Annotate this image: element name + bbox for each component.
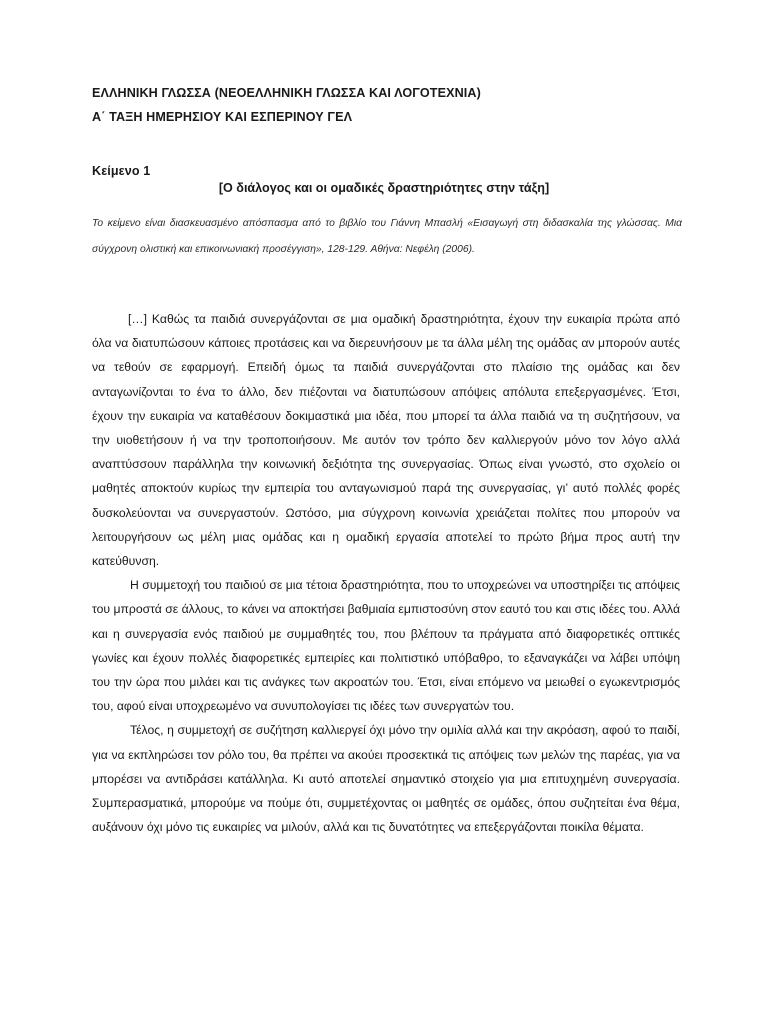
paragraph-2: Η συμμετοχή του παιδιού σε μια τέτοια δραστηριότητα, που το υποχρεώνει να υποστηρίξει τις απόψεις του μπροστά σε άλλους, το κάνει να αποκτήσει βαθμιαία εμπιστοσύνη στον εαυτό του και στις ιδέες του. Αλλά και η συνεργασία ενός παιδιού με συμμαθητές του, που βλέπουν τα πράγματα από διαφορετικές οπτικές γωνίες και έχουν πολλές διαφορετικές εμπειρίες και πολιτιστικό υπόβαθρο, το εξαναγκάζει να λάβει υπόψη του την ώρα που μιλάει και τις ανάγκες των ακροατών του. Έτσι, είναι επόμενο να μειωθεί ο εγωκεντρισμός του, αφού είναι υποχρεωμένο να συνυπολογίσει τις ιδέες των συνεργατών του. (92, 578, 680, 714)
paragraph-3: Τέλος, η συμμετοχή σε συζήτηση καλλιεργεί όχι μόνο την ομιλία αλλά και την ακρόαση, αφού το παιδί, για να εκπληρώσει τον ρόλο του, θα πρέπει να ακούει προσεκτικά τις απόψεις των μελών της παρέας, για να μπορέσει να αντιδράσει κατάλληλα. Κι αυτό αποτελεί σημαντικό στοιχείο για μια επιτυχημένη συνεργασία. Συμπερασματικά, μπορούμε να πούμε ότι, συμμετέχοντας οι μαθητές σε ομάδες, όπου συζητείται ένα θέμα, αυξάνουν όχι μόνο τις ευκαιρίες να μιλούν, αλλά και τις δυνατότητες να επεξεργάζονται ποικίλα θέματα. (92, 723, 680, 835)
text-label: Κείμενο 1 (92, 164, 151, 178)
paragraph-1: […] Καθώς τα παιδιά συνεργάζονται σε μια ομαδική δραστηριότητα, έχουν την ευκαιρία πρώτα από όλα να διατυπώσουν κάποιες προτάσεις και να διερευνήσουν με τα άλλα μέλη της ομάδας αν μπορούν αυτές να τεθούν σε εφαρμογή. Επειδή όμως τα παιδιά συνεργάζονται στο πλαίσιο της ομάδας και δεν ανταγωνίζονται το ένα το άλλο, δεν πιέζονται να διατυπώσουν απόψεις απόλυτα επεξεργασμένες. Έτσι, έχουν την ευκαιρία να καταθέσουν δοκιμαστικά μια ιδέα, που μπορεί τα άλλα παιδιά να τη συζητήσουν, να την υιοθετήσουν ή να την τροποποιήσουν. Με αυτόν τον τρόπο δεν καλλιεργούν μόνο τον λόγο αλλά αναπτύσσουν παράλληλα την κοινωνική δεξιότητα της συνεργασίας. Όπως είναι γνωστό, στο σχολείο οι μαθητές αποκτούν κυρίως την εμπειρία του ανταγωνισμού παρά της συνεργασίας, γι’ αυτό πολλές φορές δυσκολεύονται να συνεργαστούν. Ωστόσο, μια σύγχρονη κοινωνία χρειάζεται πολίτες που μπορούν να λειτουργήσουν ως μέλη μιας ομάδας και η ομαδική εργασία αποτελεί το πρώτο βήμα προς αυτή την κατεύθυνση. (92, 312, 680, 569)
subject-heading: ΕΛΛΗΝΙΚΗ ΓΛΩΣΣΑ (ΝΕΟΕΛΛΗΝΙΚΗ ΓΛΩΣΣΑ ΚΑΙ ΛΟΓΟΤΕΧΝΙΑ) (92, 86, 481, 100)
text-body (92, 307, 680, 839)
class-heading: Α΄ ΤΑΞΗ ΗΜΕΡΗΣΙΟΥ ΚΑΙ ΕΣΠΕΡΙΝΟΥ ΓΕΛ (92, 110, 353, 124)
source-citation: Το κείμενο είναι διασκευασμένο απόσπασμα από το βιβλίο του Γιάννη Μπασλή «Εισαγωγή στη διδασκαλία της γλώσσας. Μια σύγχρονη ολιστική και επικοινωνιακή προσέγγιση», 128-129. Αθήνα: Νεφέλη (2006). (92, 218, 682, 255)
text-title: [Ο διάλογος και οι ομαδικές δραστηριότητες στην τάξη] (218, 181, 550, 195)
